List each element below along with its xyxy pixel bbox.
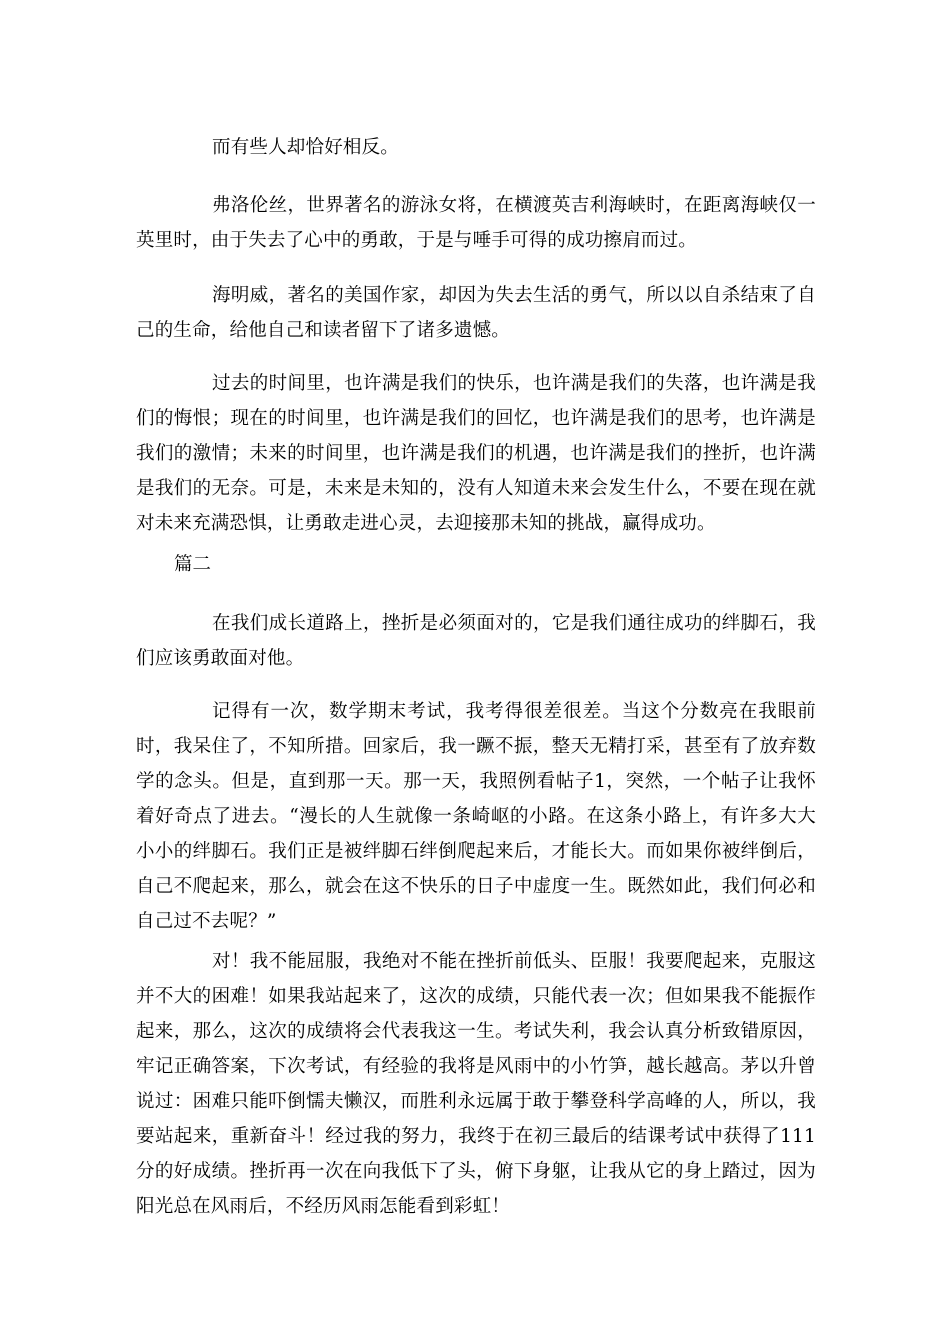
paragraph-time: 过去的时间里，也许满是我们的快乐，也许满是我们的失落，也许满是我们的悔恨；现在的时间里，也许满是我们的回忆，也许满是我们的思考，也许满是我们的激情；未来的时间里，也许满是我们的机遇，也许满是我们的挫折，也许满是我们的无奈。可是，未来是未知的，没有人知道未来会发生什么，不要在现在就对未来充满恐惧，让勇敢走进心灵，去迎接那未知的挑战，赢得成功。 — [136, 373, 816, 534]
section-title: 篇二 — [174, 554, 212, 575]
paragraph-hemingway: 海明威，著名的美国作家，却因为失去生活的勇气，所以以自杀结束了自己的生命，给他自己和读者留下了诸多遗憾。 — [136, 285, 816, 341]
paragraph-florence: 弗洛伦丝，世界著名的游泳女将，在横渡英吉利海峡时，在距离海峡仅一英里时，由于失去了心中的勇敢，于是与唾手可得的成功擦肩而过。 — [136, 195, 816, 251]
paragraph-resolve: 对！我不能屈服，我绝对不能在挫折前低头、臣服！我要爬起来，克服这并不大的困难！如果我站起来了，这次的成绩，只能代表一次；但如果我不能振作起来，那么，这次的成绩将会代表我这一生。考试失利，我会认真分析致错原因，牢记正确答案，下次考试，有经验的我将是风雨中的小竹笋，越长越高。茅以升曾说过：困难只能吓倒懦夫懒汉，而胜利永远属于敢于攀登科学高峰的人，所以，我要站起来，重新奋斗！经过我的努力，我终于在初三最后的结课考试中获得了111分的好成绩。挫折再一次在向我低下了头，俯下身躯，让我从它的身上踏过，因为阳光总在风雨后，不经历风雨怎能看到彩虹！ — [136, 951, 816, 1217]
paragraph-math-exam: 记得有一次，数学期末考试，我考得很差很差。当这个分数亮在我眼前时，我呆住了，不知所措。回家后，我一蹶不振，整天无精打采，甚至有了放弃数学的念头。但是，直到那一天。那一天，我照例看帖子1，突然，一个帖子让我怀着好奇点了进去。“漫长的人生就像一条崎岖的小路。在这条小路上，有许多大大小小的绊脚石。我们正是被绊脚石绊倒爬起来后，才能长大。而如果你被绊倒后，自己不爬起来，那么，就会在这不快乐的日子中虚度一生。既然如此，我们何必和自己过不去呢？” — [136, 701, 816, 932]
paragraph-opposite: 而有些人却恰好相反。 — [212, 137, 400, 158]
paragraph-setback-intro: 在我们成长道路上，挫折是必须面对的，它是我们通往成功的绊脚石，我们应该勇敢面对他。 — [136, 613, 816, 669]
